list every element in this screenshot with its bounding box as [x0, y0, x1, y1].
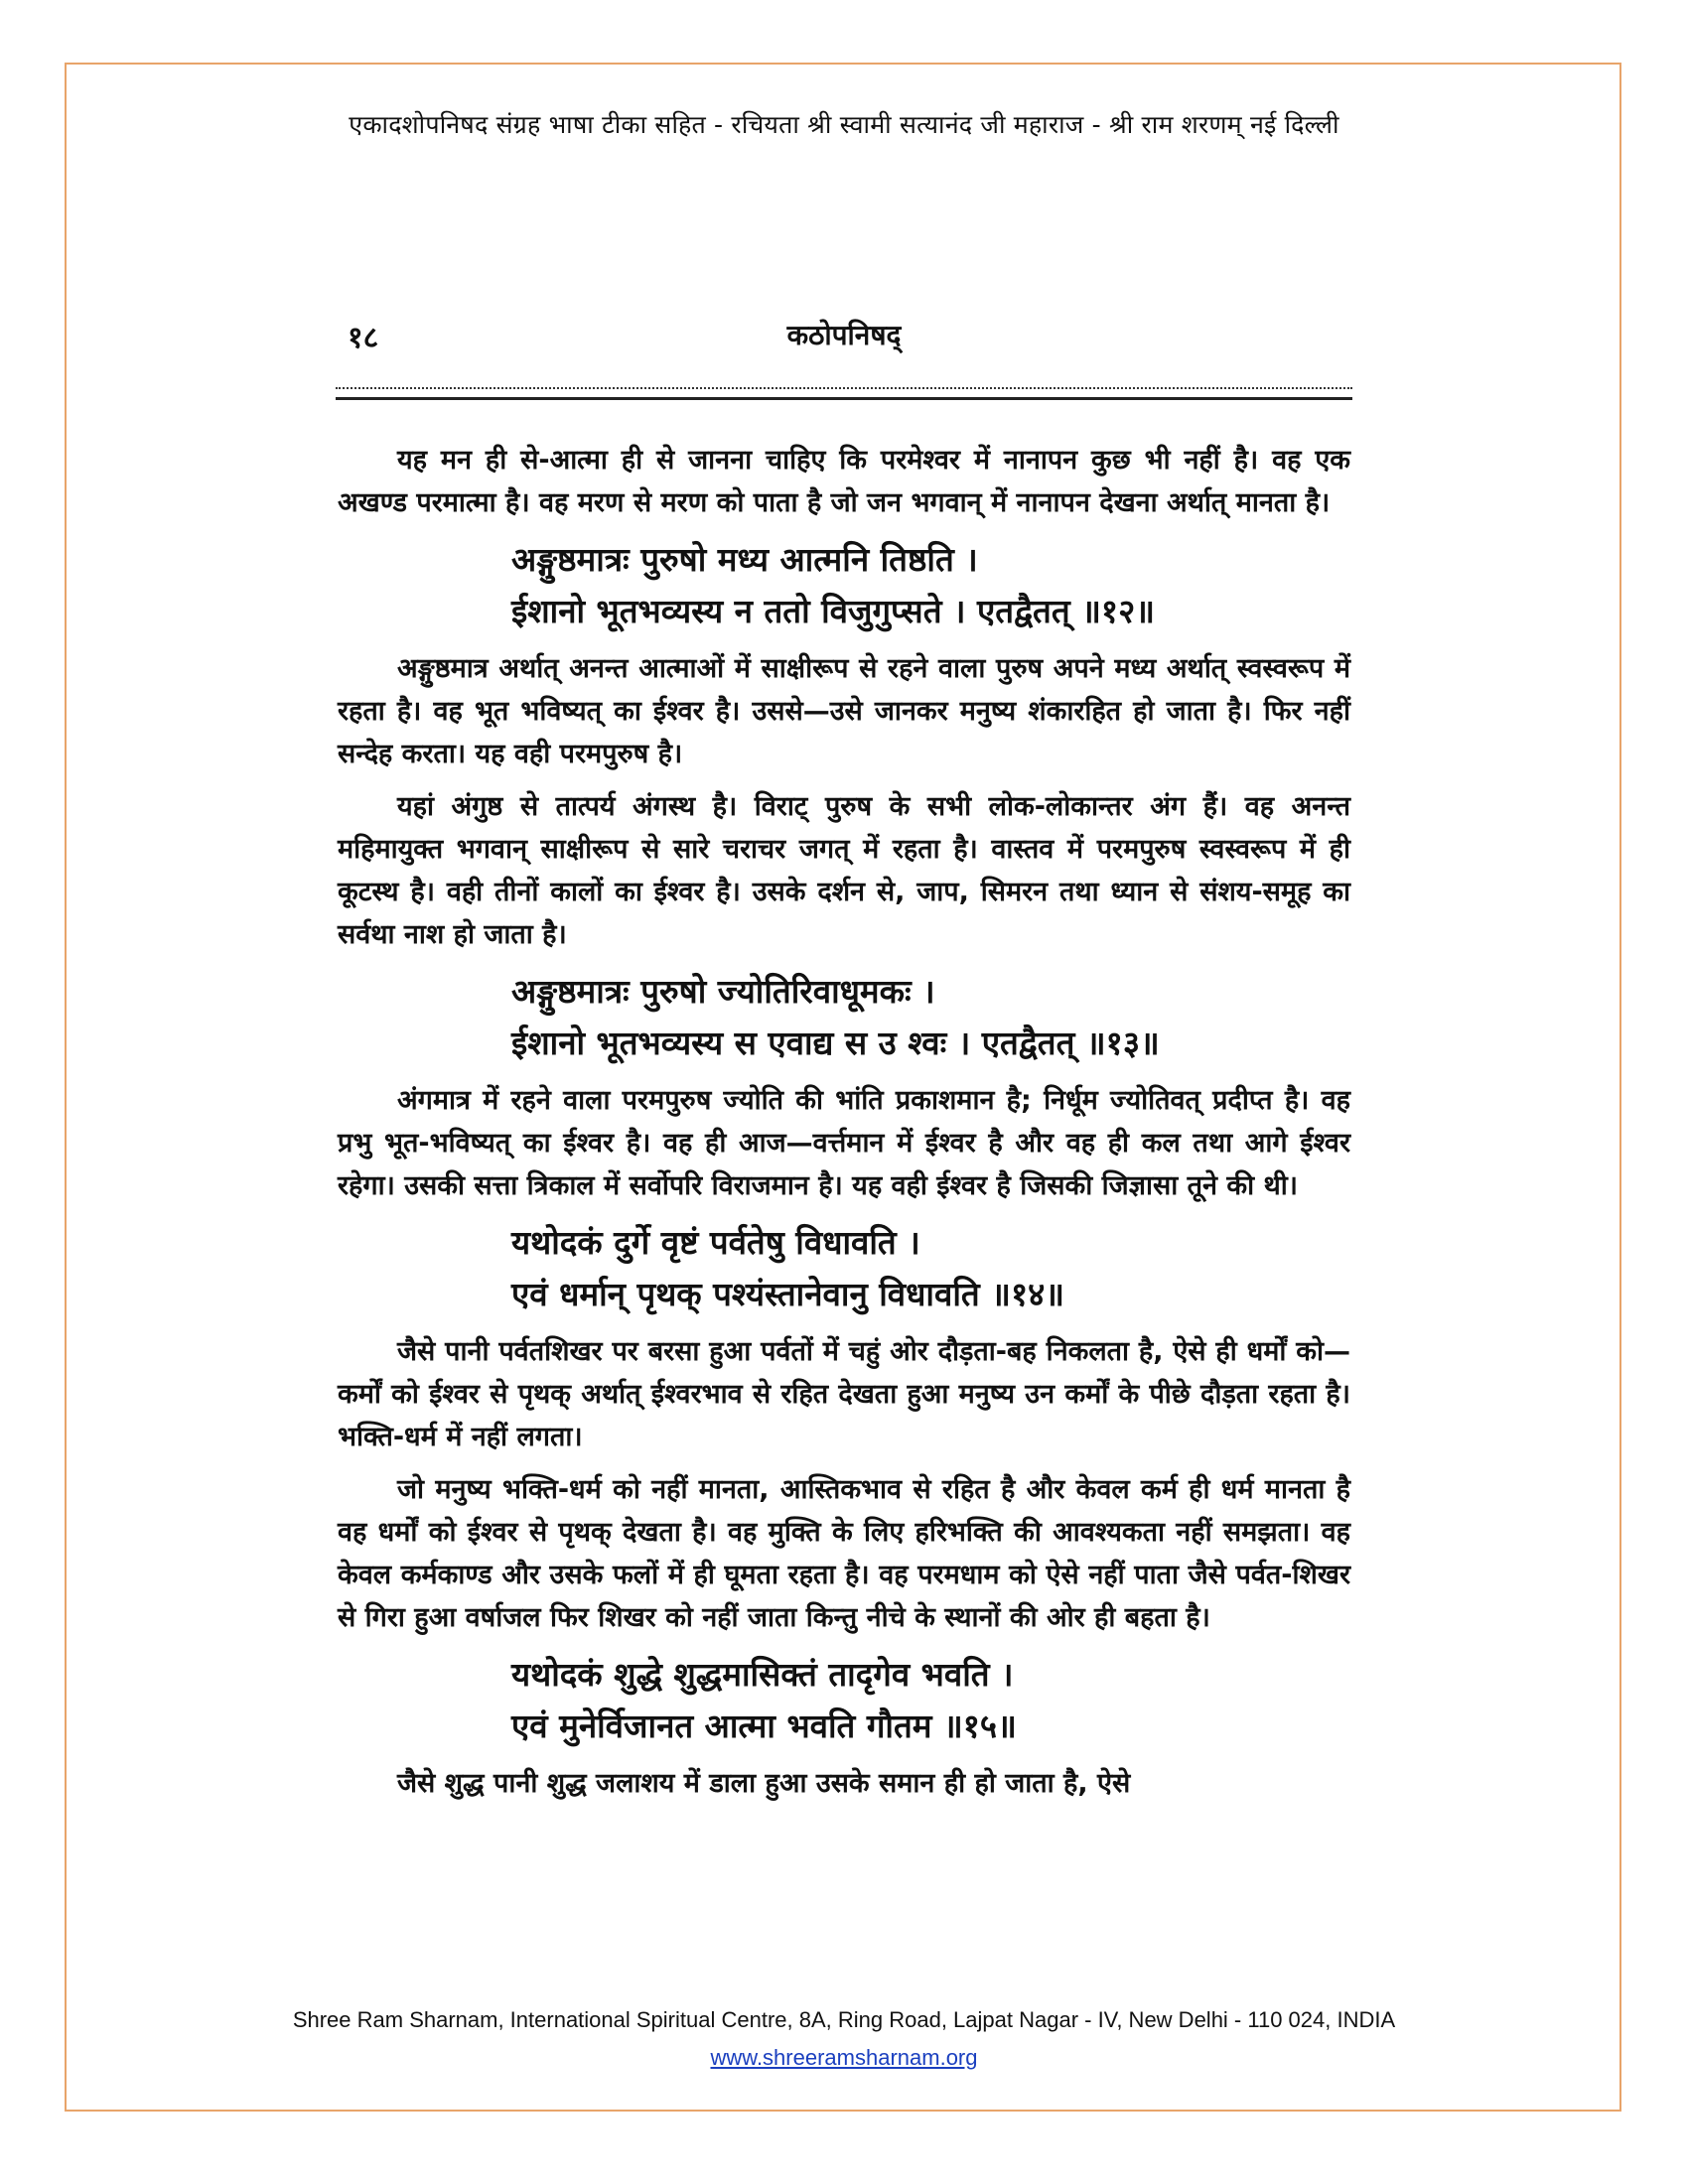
- verse-14: [338, 1217, 1350, 1320]
- paragraph: जो मनुष्य भक्ति-धर्म को नहीं मानता, आस्तिकभाव से रहित है और केवल कर्म ही धर्म मानता है वह धर्मों को ईश्वर से पृथक् देखता है। वह मुक्ति के लिए हरिभक्ति की आवश्यकता नहीं समझता। वह केवल कर्मकाण्ड और उसके फलों में ही घूमता रहता है। वह परमधाम को ऐसे नहीं पाता जैसे पर्वत-शिखर से गिरा हुआ वर्षाजल फिर शिखर को नहीं जाता किन्तु नीचे के स्थानों की ओर ही बहता है।: [338, 1474, 1350, 1633]
- verse-line: अङ्गुष्ठमात्रः पुरुषो मध्य आत्मनि तिष्ठति ।: [511, 540, 978, 579]
- page-title: कठोपनिषद्: [786, 319, 902, 351]
- paragraph: जैसे पानी पर्वतशिखर पर बरसा हुआ पर्वतों में चहुं ओर दौड़ता-बह निकलता है, ऐसे ही धर्मों को—कर्मों को ईश्वर से पृथक् अर्थात् ईश्वरभाव से रहित देखता हुआ मनुष्य उन कर्मों के पीछे दौड़ता रहता है। भक्ति-धर्म में नहीं लगता।: [338, 1336, 1351, 1452]
- verse-12: [338, 534, 1350, 637]
- paragraph: यहां अंगुष्ठ से तात्पर्य अंगस्थ है। विराट् पुरुष के सभी लोक-लोकान्तर अंग हैं। वह अनन्त महिमायुक्त भगवान् साक्षीरूप से सारे चराचर जगत् में रहता है। वास्तव में परमपुरुष स्वस्वरूप में ही कूटस्थ है। वही तीनों कालों का ईश्वर है। उसके दर्शन से, जाप, सिमरन तथा ध्यान से संशय-समूह का सर्वथा नाश हो जाता है।: [338, 791, 1350, 950]
- paragraph: यह मन ही से-आत्मा ही से जानना चाहिए कि परमेश्वर में नानापन कुछ भी नहीं है। वह एक अखण्ड परमात्मा है। वह मरण से मरण को पाता है जो जन भगवान् में नानापन देखना अर्थात् मानता है।: [338, 445, 1350, 518]
- verse-13: [338, 966, 1350, 1069]
- paragraph: जैसे शुद्ध पानी शुद्ध जलाशय में डाला हुआ उसके समान ही हो जाता है, ऐसे: [397, 1768, 1131, 1799]
- verse-line: एवं मुनेर्विजानत आत्मा भवति गौतम ॥१५॥: [511, 1706, 1017, 1745]
- verse-line: ईशानो भूतभव्यस्य न ततो विजुगुप्सते । एतद्वैतत् ॥१२॥: [511, 592, 1156, 630]
- solid-rule: [336, 397, 1352, 400]
- paragraph: अङ्गुष्ठमात्र अर्थात् अनन्त आत्माओं में साक्षीरूप से रहने वाला पुरुष अपने मध्य अर्थात् स्वस्वरूप में रहता है। वह भूत भविष्यत् का ईश्वर है। उससे—उसे जानकर मनुष्य शंकारहित हो जाता है। फिर नहीं सन्देह करता। यह वही परमपुरुष है।: [338, 653, 1350, 769]
- scanned-page: [328, 310, 1360, 2017]
- website-link[interactable]: www.shreeramsharnam.org: [710, 2045, 978, 2070]
- page-number: १८: [348, 321, 379, 355]
- footer-address: Shree Ram Sharnam, International Spiritual Centre, 8A, Ring Road, Lajpat Nagar - IV, New Delhi - 110 024, INDIA: [292, 2007, 1396, 2032]
- scan-header: [328, 310, 1360, 359]
- document-header: एकादशोपनिषद संग्रह भाषा टीका सहित - रचियता श्री स्वामी सत्यानंद जी महाराज - श्री राम शरणम् नई दिल्ली: [349, 110, 1339, 139]
- verse-15: [338, 1649, 1350, 1752]
- verse-line: अङ्गुष्ठमात्रः पुरुषो ज्योतिरिवाधूमकः ।: [511, 972, 935, 1011]
- paragraph: अंगमात्र में रहने वाला परमपुरुष ज्योति की भांति प्रकाशमान है; निर्धूम ज्योतिवत् प्रदीप्त है। वह प्रभु भूत-भविष्यत् का ईश्वर है। वह ही आज—वर्त्तमान में ईश्वर है और वह ही कल तथा आगे ईश्वर रहेगा। उसकी सत्ता त्रिकाल में सर्वोपरि विराजमान है। यह वही ईश्वर है जिसकी जिज्ञासा तूने की थी।: [338, 1085, 1350, 1201]
- verse-line: यथोदकं दुर्गे वृष्टं पर्वतेषु विधावति ।: [511, 1223, 920, 1262]
- page-body: [338, 439, 1350, 1815]
- verse-line: यथोदकं शुद्धे शुद्धमासिक्तं तादृगेव भवति ।: [511, 1655, 1014, 1694]
- dotted-rule: [336, 387, 1352, 389]
- verse-line: ईशानो भूतभव्यस्य स एवाद्य स उ श्वः । एतद्वैतत् ॥१३॥: [511, 1024, 1160, 1062]
- verse-line: एवं धर्मान् पृथक् पश्यंस्तानेवानु विधावति ॥१४॥: [511, 1275, 1065, 1313]
